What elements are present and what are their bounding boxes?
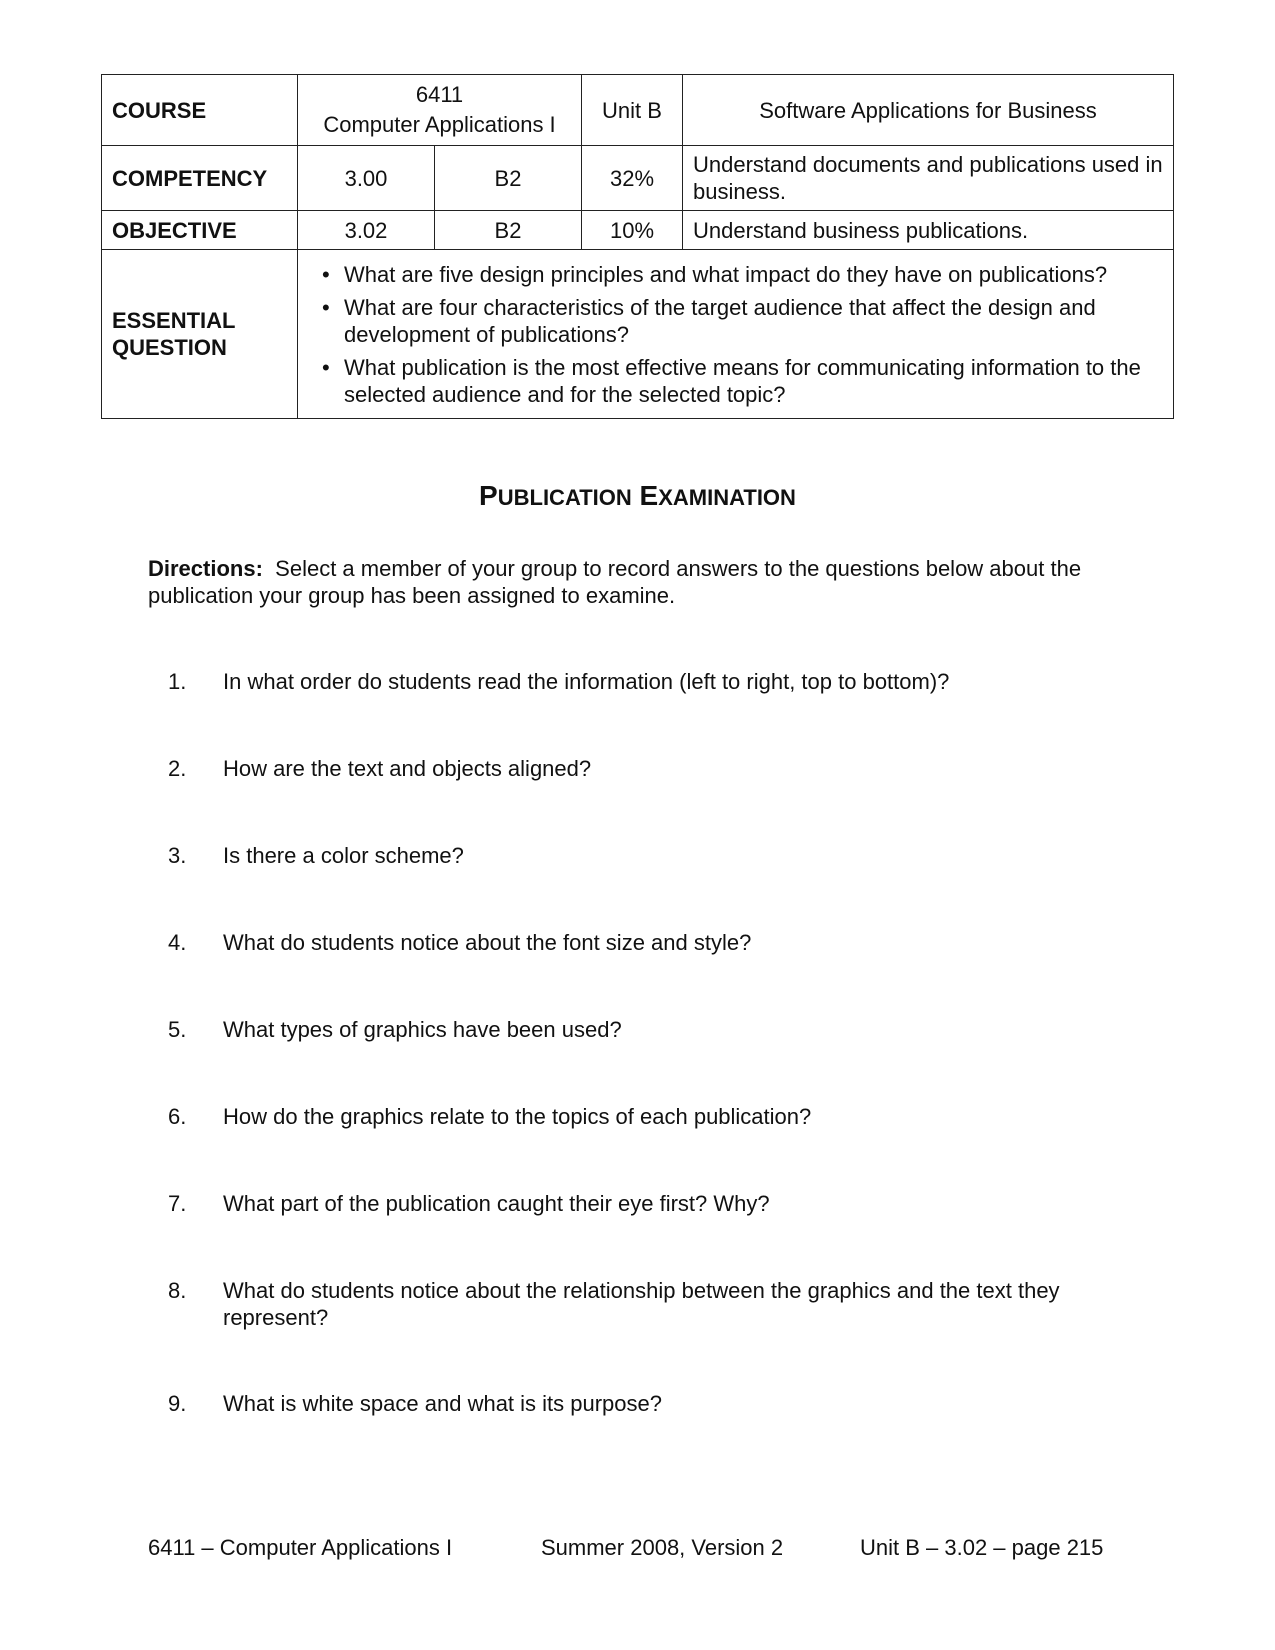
question-number: 2. (168, 756, 187, 781)
question-number: 5. (168, 1017, 187, 1042)
essential-question-item (322, 261, 1163, 288)
course-name: Computer Applications I (323, 112, 556, 137)
directions-label: Directions: (148, 556, 263, 581)
question-number: 6. (168, 1104, 187, 1129)
essential-question-row (102, 250, 1174, 419)
question-number: 9. (168, 1391, 187, 1416)
title-e-rest: XAMINATION (658, 485, 796, 510)
essential-question-text: What publication is the most effective means for communicating information to the selected audience and for the selected topic? (344, 354, 1141, 407)
essential-label-line1: ESSENTIAL (112, 308, 236, 333)
title-e-cap: E (639, 480, 659, 511)
question-text: What part of the publication caught their eye first? Why? (223, 1191, 770, 1216)
title-p-rest: UBLICATION (497, 485, 632, 510)
competency-percent: 32% (582, 146, 683, 211)
question-number: 4. (168, 930, 187, 955)
objective-row (102, 211, 1174, 250)
question-text: In what order do students read the information (left to right, top to bottom)? (223, 669, 950, 694)
essential-question-item (322, 354, 1163, 408)
essential-question-text: What are five design principles and what impact do they have on publications? (344, 261, 1108, 287)
footer-version: Summer 2008, Version 2 (541, 1535, 784, 1560)
course-number-cell (298, 75, 582, 146)
footer-page: Unit B – 3.02 – page 215 (860, 1535, 1104, 1560)
course-row (102, 75, 1174, 146)
objective-number: 3.02 (298, 211, 435, 250)
course-unit: Unit B (582, 75, 683, 146)
question-text: What do students notice about the font size and style? (223, 930, 752, 955)
course-info-table (101, 74, 1174, 419)
objective-description: Understand business publications. (683, 211, 1174, 250)
essential-question-label (102, 250, 298, 419)
objective-label: OBJECTIVE (102, 211, 298, 250)
competency-label: COMPETENCY (102, 146, 298, 211)
essential-questions-cell (298, 250, 1174, 419)
objective-percent: 10% (582, 211, 683, 250)
course-description: Software Applications for Business (683, 75, 1174, 146)
question-number: 7. (168, 1191, 187, 1216)
page-title (0, 480, 1275, 512)
footer-course: 6411 – Computer Applications I (148, 1535, 453, 1560)
directions-text: Select a member of your group to record answers to the questions below about the publication your group has been assigned to examine. (148, 556, 1082, 608)
course-label: COURSE (102, 75, 298, 146)
question-number: 8. (168, 1278, 187, 1303)
objective-code: B2 (435, 211, 582, 250)
question-number: 1. (168, 669, 187, 694)
course-number: 6411 (415, 82, 464, 107)
question-text: What is white space and what is its purpose? (223, 1391, 663, 1416)
essential-question-text: What are four characteristics of the target audience that affect the design and development of publications? (344, 294, 1096, 347)
essential-question-item (322, 294, 1163, 348)
bullet-icon: • (322, 261, 330, 287)
bullet-icon: • (322, 354, 330, 380)
question-text: How do the graphics relate to the topics of each publication? (223, 1104, 812, 1129)
bullet-icon: • (322, 294, 330, 320)
question-number: 3. (168, 843, 187, 868)
question-text: What types of graphics have been used? (223, 1017, 622, 1042)
question-text: How are the text and objects aligned? (223, 756, 592, 781)
competency-row (102, 146, 1174, 211)
question-text: Is there a color scheme? (223, 843, 464, 868)
title-p-cap: P (479, 480, 498, 511)
essential-label-line2: QUESTION (112, 335, 227, 360)
question-text: What do students notice about the relationship between the graphics and the text they represent? (223, 1278, 1060, 1330)
competency-number: 3.00 (298, 146, 435, 211)
directions-paragraph (148, 555, 1128, 609)
essential-questions-list (308, 261, 1163, 408)
competency-code: B2 (435, 146, 582, 211)
competency-description: Understand documents and publications used in business. (683, 146, 1174, 211)
